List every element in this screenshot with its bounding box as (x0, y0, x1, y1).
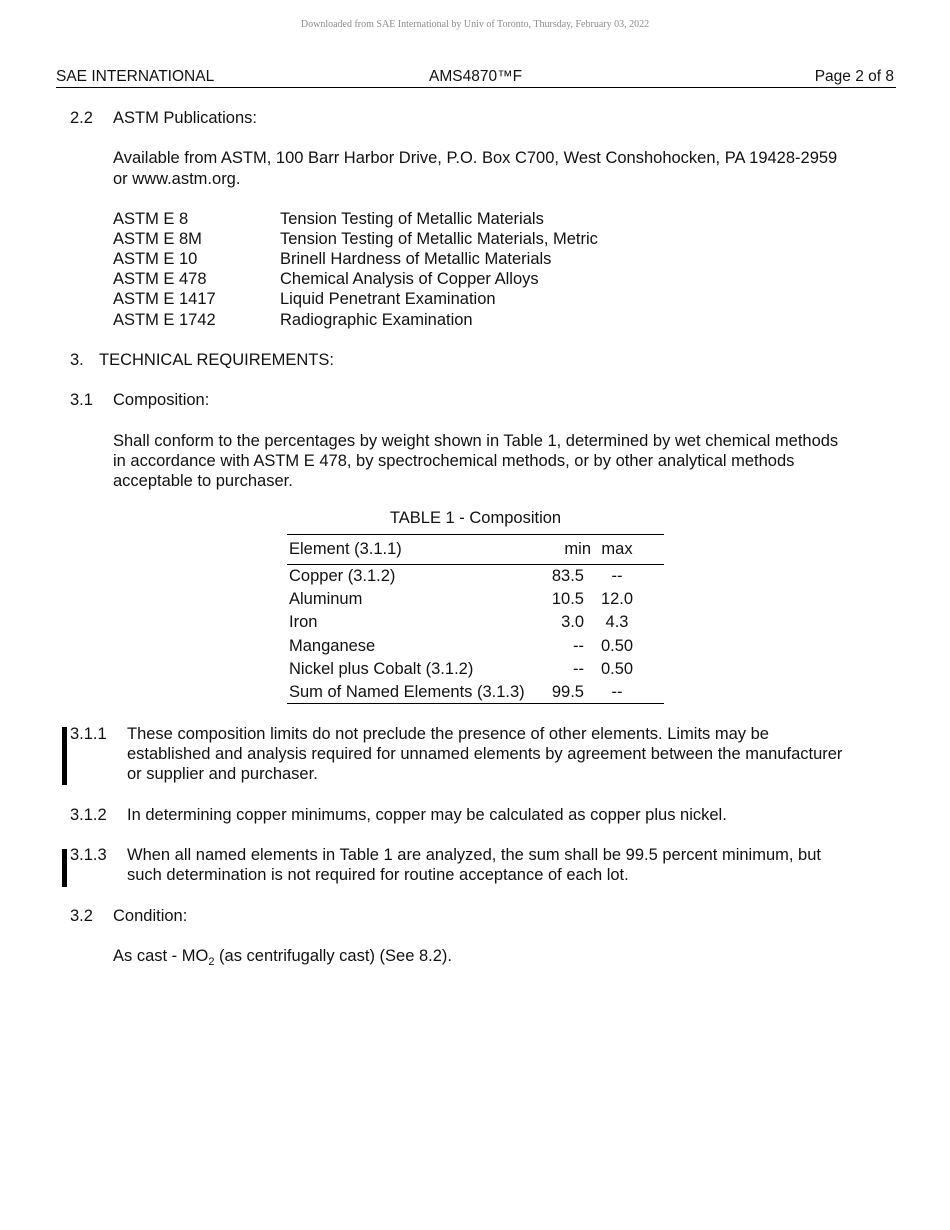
table-row (287, 636, 664, 659)
download-watermark: Downloaded from SAE International by Univ of Toronto, Thursday, February 03, 2022 (300, 19, 650, 30)
section-3-1-title: Composition: (113, 391, 210, 409)
column-header-min: min (564, 540, 591, 558)
section-3-2-title: Condition: (113, 907, 188, 925)
column-header-element: Element (3.1.1) (289, 540, 402, 558)
cell-element: Nickel plus Cobalt (3.1.2) (289, 660, 474, 678)
cell-element: Manganese (289, 637, 376, 655)
table-top-rule (287, 534, 664, 535)
cell-max: 0.50 (600, 660, 634, 678)
section-2-2-availability-line2: or www.astm.org. (113, 170, 241, 188)
reference-code: ASTM E 1417 (113, 290, 216, 308)
reference-code: ASTM E 8M (113, 230, 202, 248)
table-header-rule (287, 564, 664, 565)
condition-text-suffix: (as centrifugally cast) (See 8.2). (214, 947, 452, 965)
cell-min: 3.0 (561, 613, 584, 631)
section-3-2-number: 3.2 (70, 907, 93, 925)
condition-text-subscript: 2 (208, 956, 215, 968)
table-header-row (287, 539, 664, 562)
section-3-1-1-text-line1: These composition limits do not preclude the presence of other elements. Limits may be (127, 725, 769, 743)
revision-change-bar (62, 849, 67, 887)
reference-code: ASTM E 478 (113, 270, 207, 288)
section-2-2-availability-line1: Available from ASTM, 100 Barr Harbor Drive, P.O. Box C700, West Conshohocken, PA 19428-2959 (113, 149, 838, 167)
cell-min: 99.5 (551, 683, 584, 701)
header-organization: SAE INTERNATIONAL (56, 68, 215, 85)
section-3-1-3-number: 3.1.3 (70, 846, 107, 864)
cell-min: -- (573, 637, 584, 655)
revision-change-bar (62, 727, 67, 785)
reference-code: ASTM E 1742 (113, 311, 216, 329)
reference-title: Brinell Hardness of Metallic Materials (280, 250, 552, 268)
section-3-1-2-text-line1: In determining copper minimums, copper may be calculated as copper plus nickel. (127, 806, 727, 824)
section-3-1-2-number: 3.1.2 (70, 806, 107, 824)
cell-element: Aluminum (289, 590, 363, 608)
section-3-number: 3. (70, 351, 84, 369)
cell-element: Sum of Named Elements (3.1.3) (289, 683, 525, 701)
reference-title: Tension Testing of Metallic Materials, Metric (280, 230, 598, 248)
table-row (287, 612, 664, 635)
cell-max: 12.0 (600, 590, 634, 608)
reference-code: ASTM E 10 (113, 250, 198, 268)
reference-title: Liquid Penetrant Examination (280, 290, 496, 308)
cell-min: 83.5 (551, 567, 584, 585)
section-3-1-text-line1: Shall conform to the percentages by weight shown in Table 1, determined by wet chemical methods (113, 432, 839, 450)
section-3-1-3-text-line2: such determination is not required for routine acceptance of each lot. (127, 866, 629, 884)
section-3-1-1-text-line3: or supplier and purchaser. (127, 765, 318, 783)
header-rule (56, 87, 896, 88)
table-row (287, 589, 664, 612)
cell-max: -- (611, 567, 623, 585)
table-bottom-rule (287, 703, 664, 704)
section-2-2-title: ASTM Publications: (113, 109, 257, 127)
reference-code: ASTM E 8 (113, 210, 189, 228)
section-3-title: TECHNICAL REQUIREMENTS: (99, 351, 334, 369)
table-row (287, 566, 664, 589)
section-3-2-condition-text (113, 946, 452, 966)
section-3-1-text-line3: acceptable to purchaser. (113, 472, 293, 490)
section-3-1-text-line2: in accordance with ASTM E 478, by spectrochemical methods, or by other analytical methods (113, 452, 795, 470)
cell-element: Iron (289, 613, 318, 631)
cell-min: 10.5 (551, 590, 584, 608)
reference-title: Radiographic Examination (280, 311, 473, 329)
section-3-1-1-text-line2: established and analysis required for unnamed elements by agreement between the manufacturer (127, 745, 843, 763)
cell-max: -- (611, 683, 623, 701)
section-3-1-number: 3.1 (70, 391, 93, 409)
cell-max: 4.3 (605, 613, 629, 631)
table-row (287, 659, 664, 682)
column-header-max: max (601, 540, 633, 558)
table-caption: TABLE 1 - Composition (389, 509, 562, 527)
reference-title: Tension Testing of Metallic Materials (280, 210, 544, 228)
section-3-1-3-text-line1: When all named elements in Table 1 are analyzed, the sum shall be 99.5 percent minimum, but (127, 846, 821, 864)
reference-title: Chemical Analysis of Copper Alloys (280, 270, 539, 288)
condition-text-prefix: As cast - MO (113, 947, 209, 965)
header-document-number: AMS4870™F (429, 68, 523, 85)
cell-element: Copper (3.1.2) (289, 567, 396, 585)
table-row (287, 682, 664, 705)
cell-max: 0.50 (600, 637, 634, 655)
section-3-1-1-number: 3.1.1 (70, 725, 107, 743)
header-page-number: Page 2 of 8 (814, 68, 894, 85)
cell-min: -- (573, 660, 584, 678)
section-2-2-number: 2.2 (70, 109, 93, 127)
